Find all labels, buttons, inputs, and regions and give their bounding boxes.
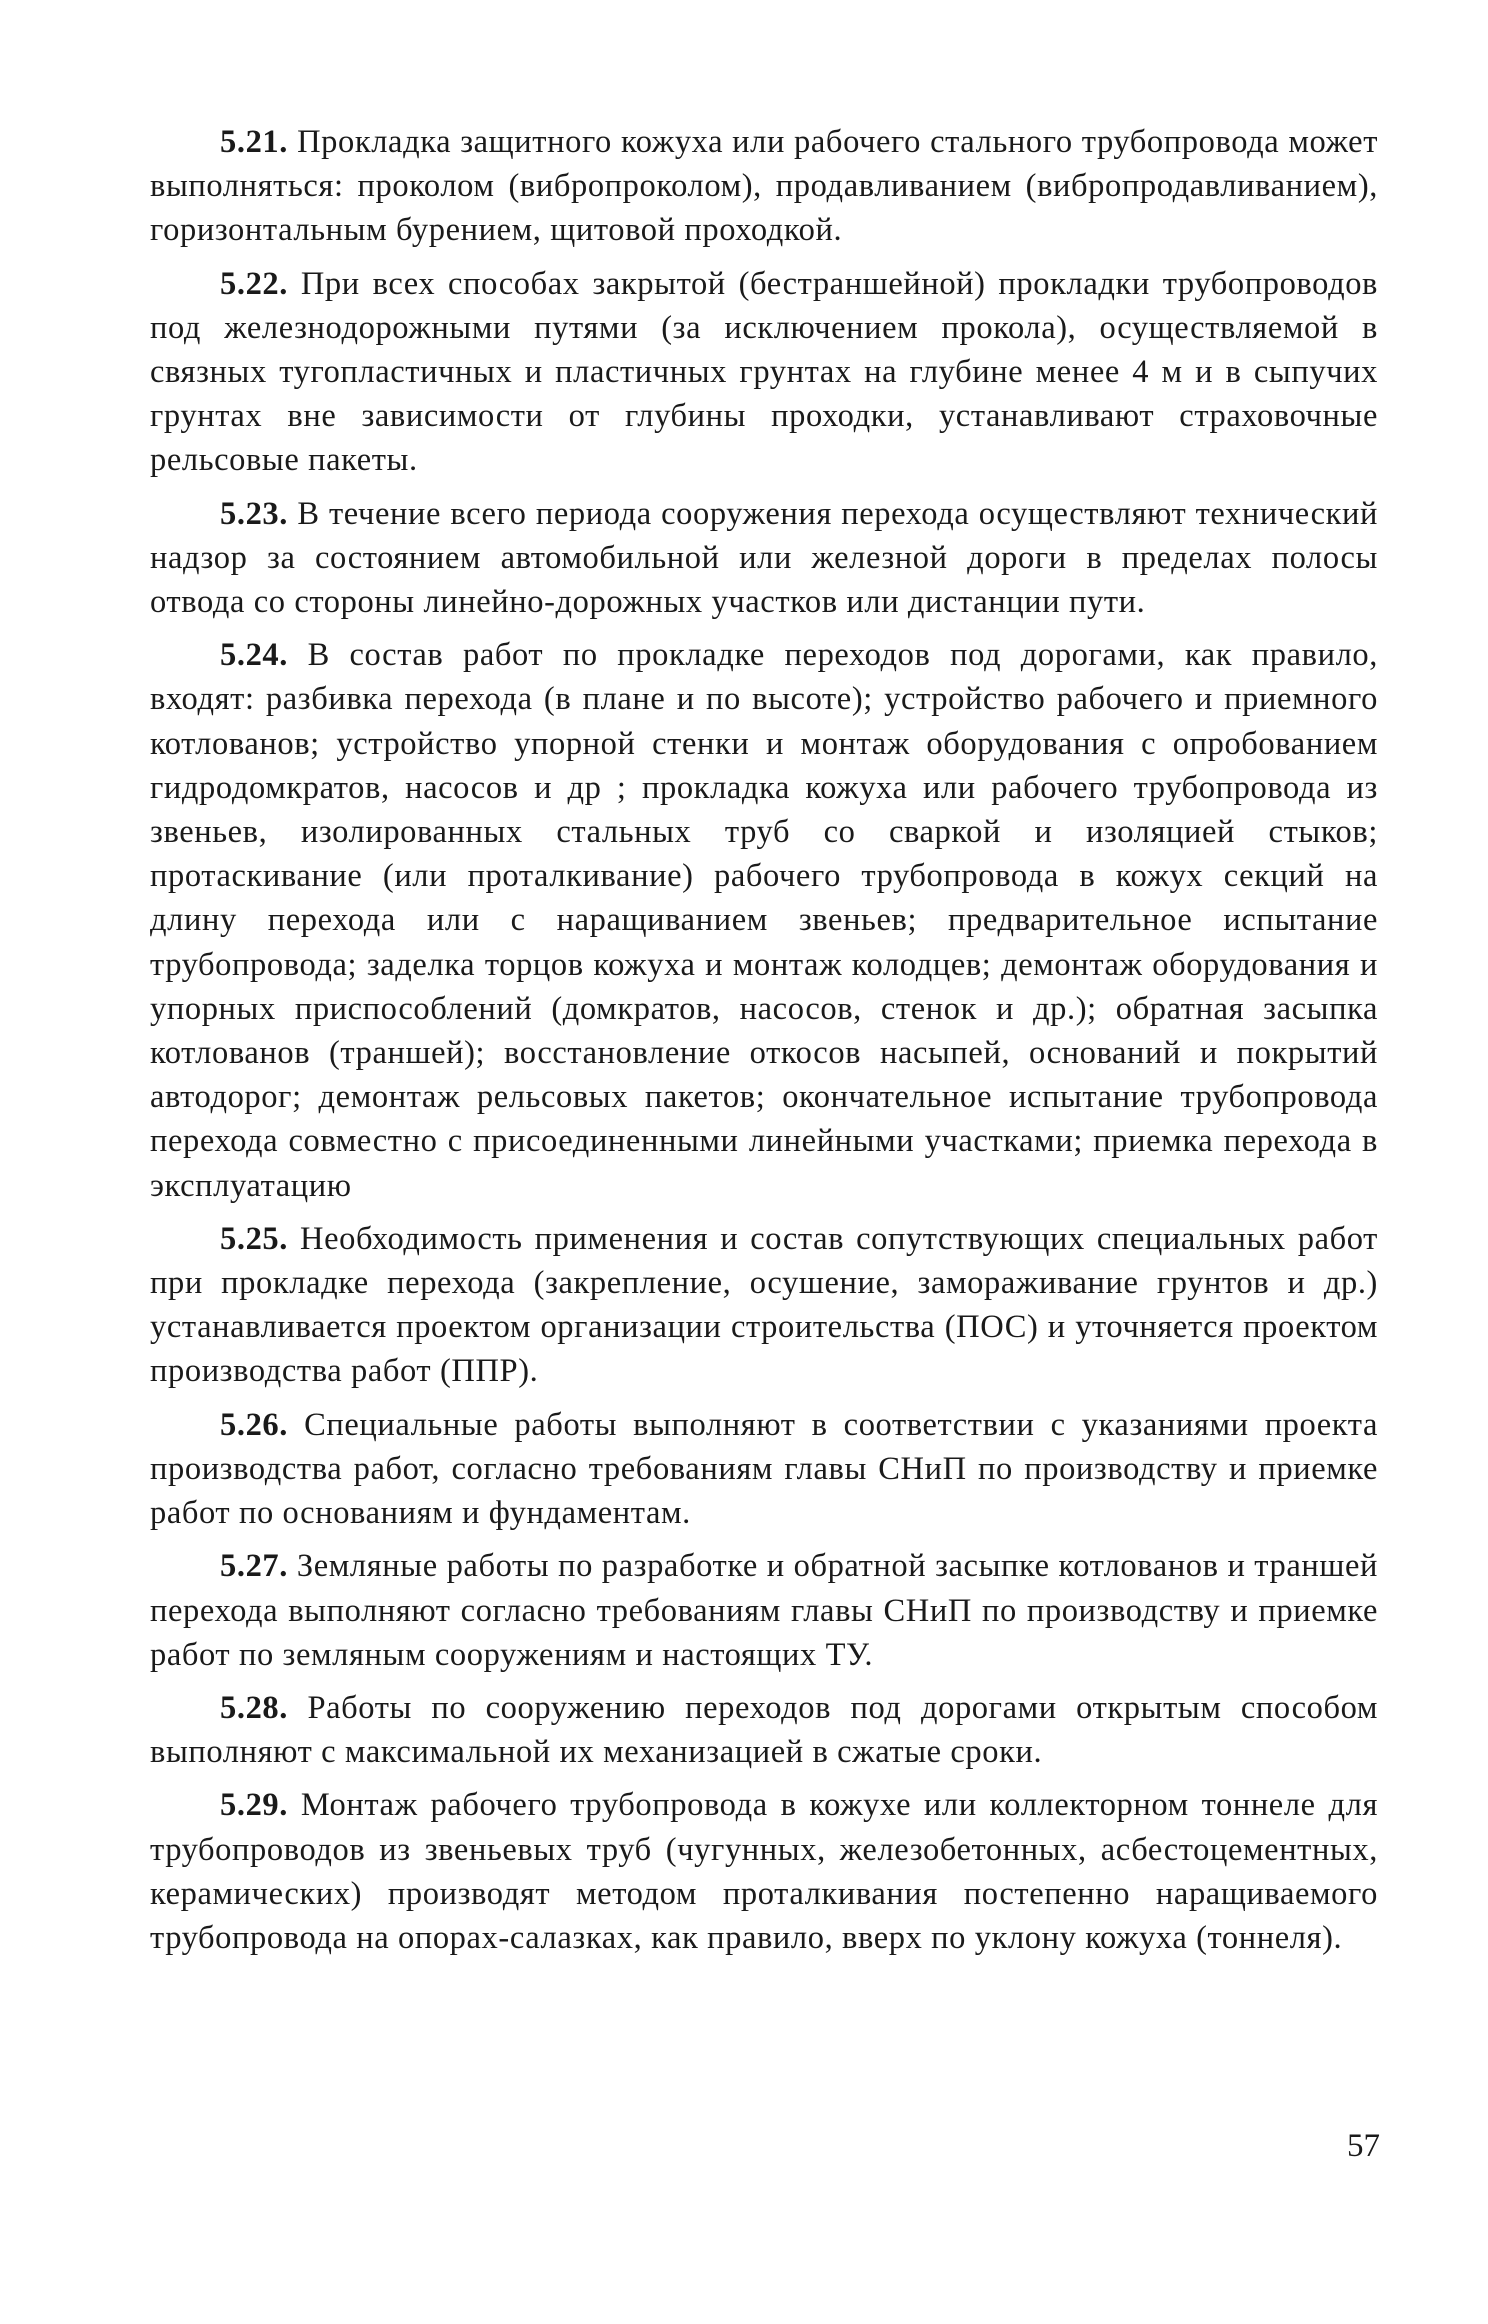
paragraph-text: В течение всего периода сооружения перехода осуществляют технический надзор за состоянием автомобильной или железной дороги в пределах полосы отвода со стороны линейно-дорожных участков или дистанции пути. xyxy=(150,495,1379,621)
paragraph-5-29 xyxy=(150,1783,1378,1960)
paragraph-text: Прокладка защитного кожуха или рабочего стального трубопровода может выполняться: проколом (вибропроколом), продавливанием (вибропродавливанием), горизонтальным бурением, щитовой проходкой. xyxy=(150,124,1378,249)
paragraph-number: 5.23. xyxy=(220,495,288,532)
paragraph-text: Земляные работы по разработке и обратной засыпке котлованов и траншей перехода выполняют согласно требованиям главы СНиП по производству и приемке работ по земляным сооружениям и настоящих ТУ. xyxy=(150,1548,1378,1673)
paragraph-text: Работы по сооружению переходов под дорогами открытым способом выполняют с максимальной их механизацией в сжатые сроки. xyxy=(150,1689,1378,1771)
paragraph-text: Специальные работы выполняют в соответствии с указаниями проекта производства работ, согласно требованиям главы СНиП по производству и приемке работ по основаниям и фундаментам. xyxy=(150,1406,1378,1532)
paragraph-5-21 xyxy=(150,120,1378,253)
paragraph-5-25 xyxy=(150,1217,1378,1394)
paragraph-5-26 xyxy=(150,1403,1378,1536)
paragraph-number: 5.28. xyxy=(220,1689,288,1726)
paragraph-number: 5.27. xyxy=(220,1548,288,1585)
paragraph-number: 5.29. xyxy=(220,1787,288,1824)
paragraph-number: 5.24. xyxy=(220,637,288,674)
document-page xyxy=(150,120,1378,1969)
paragraph-number: 5.22. xyxy=(220,265,288,302)
paragraph-5-27 xyxy=(150,1544,1378,1677)
paragraph-5-24 xyxy=(150,633,1378,1208)
page-number: 57 xyxy=(1347,2128,1380,2164)
paragraph-5-23 xyxy=(150,492,1378,625)
paragraph-text: Необходимость применения и состав сопутствующих специальных работ при прокладке перехода (закрепление, осушение, замораживание грунтов и др.) устанавливается проектом организации строительства (ПОС) и уточняется проектом производства работ (ППР). xyxy=(150,1220,1378,1390)
paragraph-5-28 xyxy=(150,1686,1378,1774)
paragraph-number: 5.21. xyxy=(220,124,288,160)
paragraph-text: При всех способах закрытой (бестраншейной) прокладки трубопроводов под железнодорожными путями (за исключением прокола), осуществляемой в связных тугопластичных и пластичных грунтах на глубине менее 4 м и в сыпучих грунтах вне зависимости от глубины проходки, устанавливают страховочные рельсовые пакеты. xyxy=(150,265,1378,479)
paragraph-number: 5.26. xyxy=(220,1406,288,1443)
paragraph-5-22 xyxy=(150,262,1378,483)
paragraph-text: В состав работ по прокладке переходов под дорогами, как правило, входят: разбивка перехода (в плане и по высоте); устройство рабочего и приемного котлованов; устройство упорной стенки и монтаж оборудования с опробованием гидродомкратов, насосов и др ; прокладка кожуха или рабочего трубопровода из звеньев, изолированных стальных труб со сваркой и изоляцией стыков; протаскивание (или проталкивание) рабочего трубопровода в кожух секций на длину перехода или с наращиванием звеньев; предварительное испытание трубопровода; заделка торцов кожуха и монтаж колодцев; демонтаж оборудования и упорных приспособлений (домкратов, насосов, стенок и др.); обратная засыпка котлованов (траншей); восстановление откосов насыпей, оснований и покрытий автодорог; демонтаж рельсовых пакетов; окончательное испытание трубопровода перехода совместно с присоединенными линейными участками; приемка перехода в эксплуатацию xyxy=(150,637,1378,1204)
paragraph-number: 5.25. xyxy=(220,1220,288,1257)
paragraph-text: Монтаж рабочего трубопровода в кожухе или коллекторном тоннеле для трубопроводов из звеньевых труб (чугунных, железобетонных, асбестоцементных, керамических) производят методом проталкивания постепенно наращиваемого трубопровода на опорах-салазках, как правило, вверх по уклону кожуха (тоннеля). xyxy=(150,1787,1378,1956)
